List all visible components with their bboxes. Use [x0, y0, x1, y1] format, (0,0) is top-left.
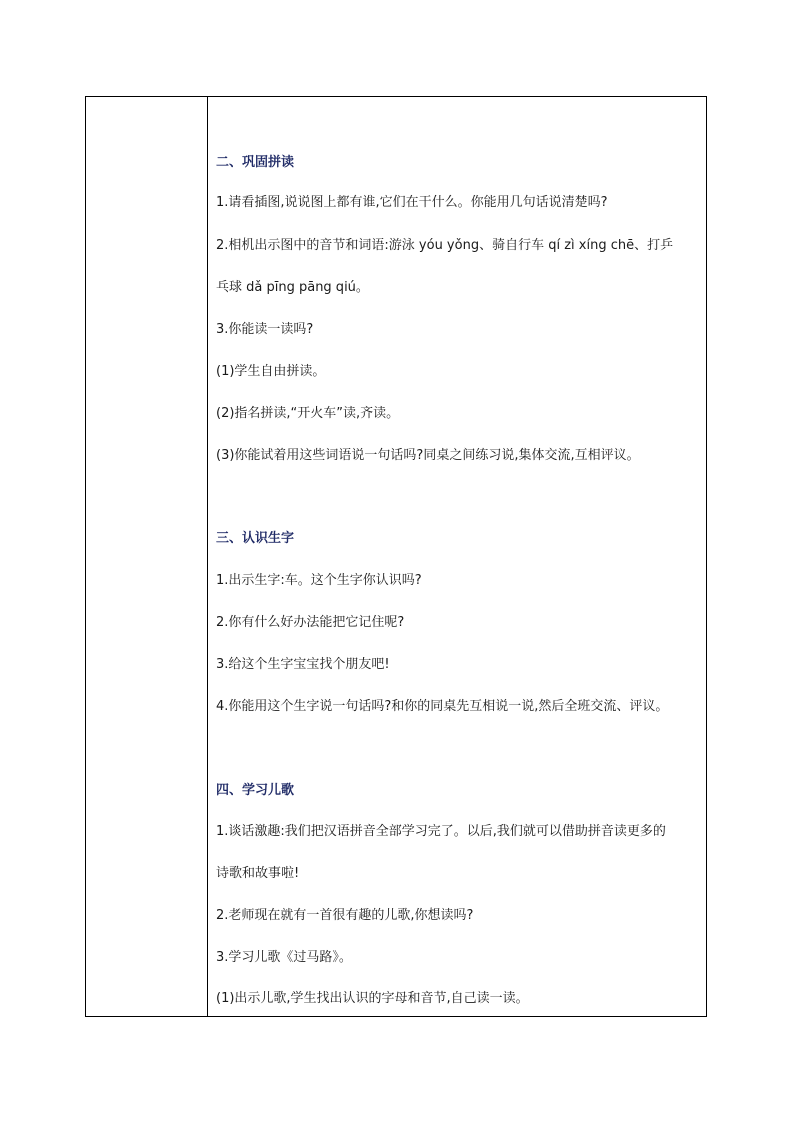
lesson-table: [85, 96, 707, 1017]
section-heading-learn-nursery-rhyme: 四、学习儿歌: [216, 783, 295, 798]
section-3-line-2: 2.你有什么好办法能把它记住呢?: [216, 615, 405, 630]
section-3-line-3: 3.给这个生字宝宝找个朋友吧!: [216, 657, 390, 672]
section-2-line-5: (1)学生自由拼读。: [216, 364, 326, 379]
section-2-line-1: 1.请看插图,说说图上都有谁,它们在干什么。你能用几句话说清楚吗?: [216, 195, 608, 210]
section-4-line-5: (1)出示儿歌,学生找出认识的字母和音节,自己读一读。: [216, 991, 529, 1006]
section-4-line-4: 3.学习儿歌《过马路》。: [216, 950, 352, 965]
table-right-cell: [208, 97, 706, 1016]
section-heading-recognize-characters: 三、认识生字: [216, 531, 295, 546]
section-3-line-4: 4.你能用这个生字说一句话吗?和你的同桌先互相说一说,然后全班交流、评议。: [216, 699, 669, 714]
section-4-line-3: 2.老师现在就有一首很有趣的儿歌,你想读吗?: [216, 908, 474, 923]
section-2-line-4: 3.你能读一读吗?: [216, 322, 314, 337]
section-4-line-1: 1.谈话激趣:我们把汉语拼音全部学习完了。以后,我们就可以借助拼音读更多的: [216, 824, 666, 839]
section-4-line-2: 诗歌和故事啦!: [216, 866, 300, 881]
section-2-line-7: (3)你能试着用这些词语说一句话吗?同桌之间练习说,集体交流,互相评议。: [216, 448, 640, 463]
section-2-line-6: (2)指名拼读,“开火车”读,齐读。: [216, 406, 400, 421]
section-2-line-3: 乓球 dǎ pīng pāng qiú。: [216, 280, 369, 295]
section-2-line-2: 2.相机出示图中的音节和词语:游泳 yóu yǒng、骑自行车 qí zì xíng chē、打乒: [216, 238, 674, 253]
section-3-line-1: 1.出示生字:车。这个生字你认识吗?: [216, 573, 422, 588]
table-left-cell: [86, 97, 207, 1016]
section-heading-consolidate-reading: 二、巩固拼读: [216, 155, 295, 170]
